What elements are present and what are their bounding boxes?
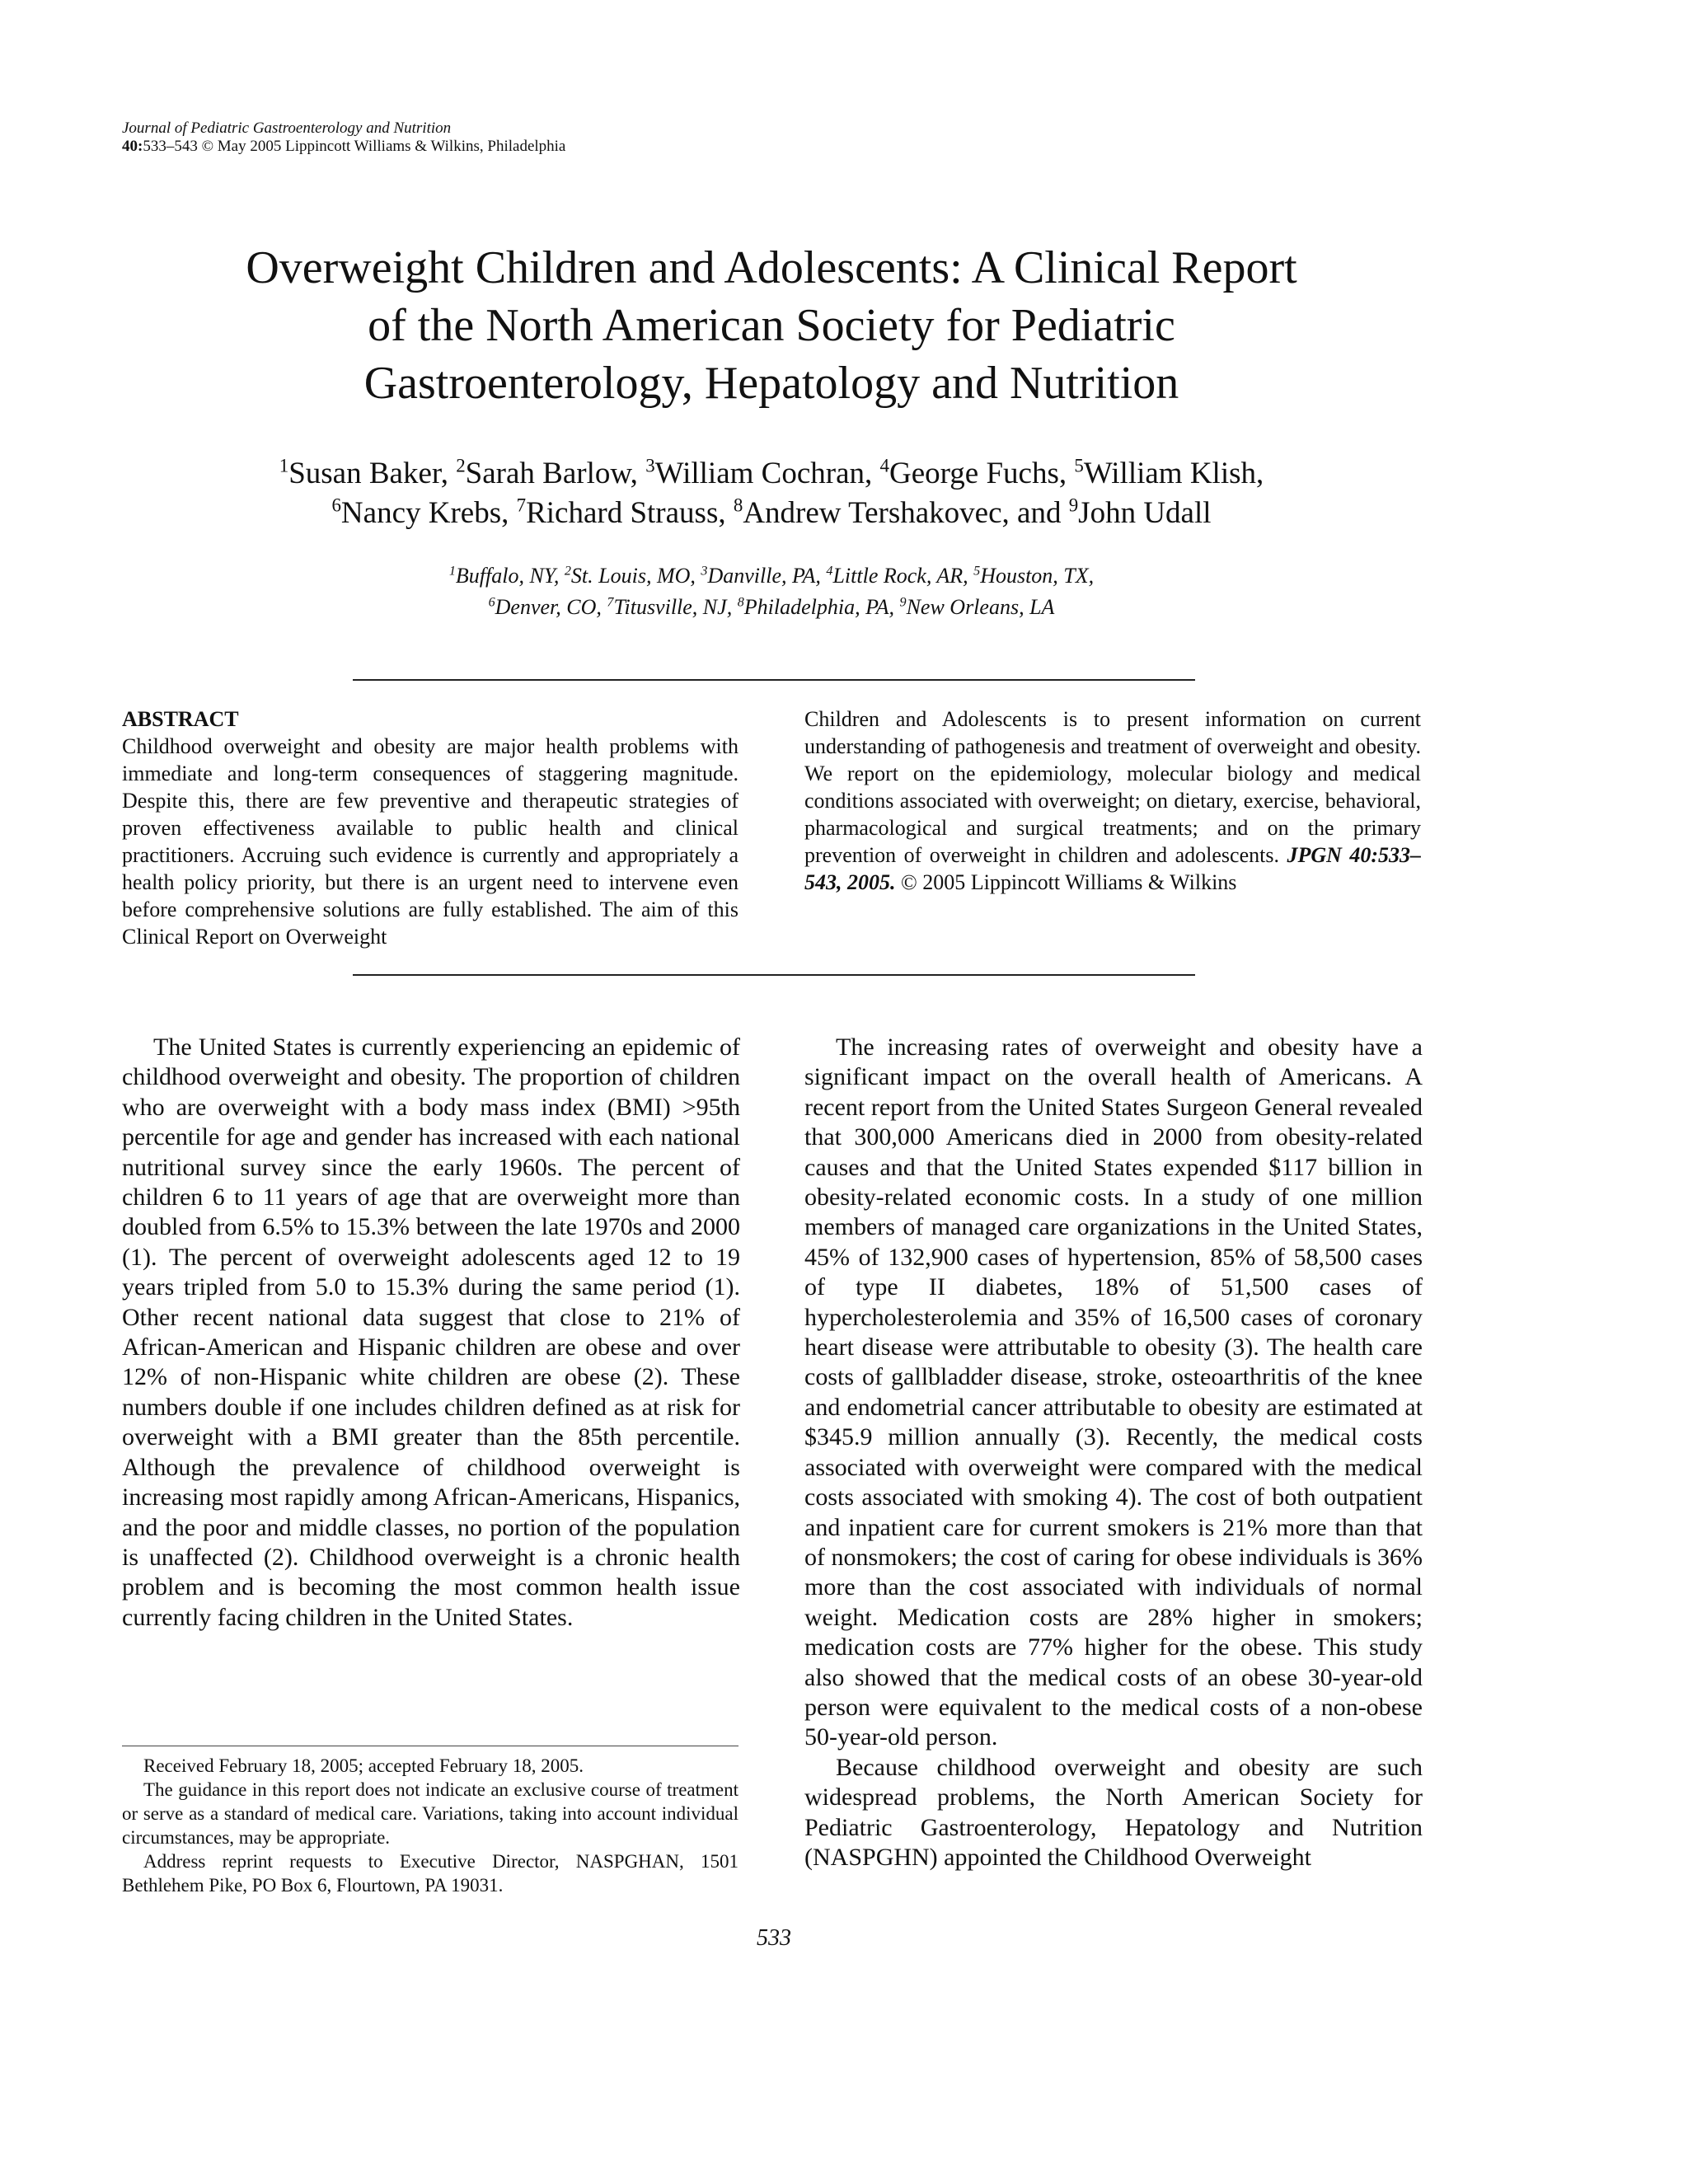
abstract-citation: JPGN 40:533–543, 2005. <box>804 843 1422 894</box>
abstract-copyright: © 2005 Lippincott Williams & Wilkins <box>901 870 1237 894</box>
abstract-text-right: Children and Adolescents is to present information on current understanding of pathogenesis and treatment of overweight and obesity. We report on the epidemiology, molecular biology and medical conditions associated with overweight; on dietary, exercise, behavioral, pharmacological and surgical treatments; and on the primary prevention of overweight in children and adolescents. <box>804 707 1421 867</box>
author: $^8$Andrew Tershakovec, and <box>733 494 1062 530</box>
journal-header <box>122 120 565 156</box>
author-list <box>132 454 1411 533</box>
footnote-guidance: The guidance in this report does not indicate an exclusive course of treatment or serve as a standard of medical care. Variations, taking into account individual circumstances, may be appropriate. <box>122 1779 738 1848</box>
affiliation-list <box>132 560 1411 623</box>
title-line-2: of the North American Society for Pediatric <box>368 300 1175 351</box>
affiliation: $^8$Philadelphia, PA, <box>737 595 894 619</box>
affiliation: $^3$Danville, PA, <box>701 564 821 588</box>
abstract-right-column <box>804 705 1421 896</box>
body-paragraph: Because childhood overweight and obesity are such widespread problems, the North American Society for Pediatric Gastroenterology, Hepatology and Nutrition (NASPGHN) appointed the Childhood Overweight <box>804 1753 1423 1871</box>
affiliation: $^7$Titusville, NJ, <box>607 595 733 619</box>
body-paragraph: The increasing rates of overweight and obesity have a significant impact on the overall health of Americans. A recent report from the United States Surgeon General revealed that 300,000 Americans died in 2000 from obesity-related causes and that the United States expended $117 billion in obesity-related economic costs. In a study of one million members of managed care organizations in the United States, 45% of 132,900 cases of hypertension, 85% of 58,500 cases of type II diabetes, 18% of 51,500 cases of hypercholesterolemia and 35% of 16,500 cases of coronary heart disease were attributable to obesity (3). The health care costs of gallbladder disease, stroke, osteoarthritis of the knee and endometrial cancer attributable to obesity are estimated at $345.9 million annually (3). Recently, the medical costs associated with overweight were compared with the medical costs associated with smoking 4). The cost of both outpatient and inpatient care for current smokers is 21% more than that of nonsmokers; the cost of caring for obese individuals is 36% more than the cost associated with individuals of normal weight. Medication costs are 28% higher in smokers; medication costs are 77% higher for the obese. This study also showed that the medical costs of an obese 30-year-old person were equivalent to the medical costs of a non-obese 50-year-old person. <box>804 1033 1423 1751</box>
footnotes <box>122 1754 738 1897</box>
title-line-3: Gastroenterology, Hepatology and Nutrition <box>363 358 1179 409</box>
abstract-left-column <box>122 705 738 950</box>
body-paragraph: The United States is currently experiencing an epidemic of childhood overweight and obesity. The proportion of children who are overweight with a body mass index (BMI) >95th percentile for age and gender has increased with each national nutritional survey since the early 1960s. The percent of children 6 to 11 years of age that are overweight more than doubled from 6.5% to 15.3% between the late 1970s and 2000 (1). The percent of overweight adolescents aged 12 to 19 years tripled from 5.0 to 15.3% during the same period (1). Other recent national data suggest that close to 21% of African-American and Hispanic children are obese and over 12% of non-Hispanic white children are obese (2). These numbers double if one includes children defined as at risk for overweight with a BMI greater than the 85th percentile. Although the prevalence of childhood overweight is increasing most rapidly among African-Americans, Hispanics, and the poor and middle classes, no portion of the population is unaffected (2). Childhood overweight is a chronic health problem and is becoming the most common health issue currently facing children in the United States. <box>122 1033 740 1631</box>
author: $^5$William Klish, <box>1074 455 1264 490</box>
author: $^7$Richard Strauss, <box>516 494 726 530</box>
abstract-top-rule <box>353 679 1195 681</box>
journal-citation-line <box>122 138 565 155</box>
author: $^9$John Udall <box>1068 494 1212 530</box>
affiliation: $^9$New Orleans, LA <box>899 595 1055 619</box>
affiliation: $^6$Denver, CO, <box>488 595 602 619</box>
author: $^2$Sarah Barlow, <box>456 455 638 490</box>
footnote-address: Address reprint requests to Executive Director, NASPGHAN, 1501 Bethlehem Pike, PO Box 6, Flourtown, PA 19031. <box>122 1851 738 1896</box>
author: $^1$Susan Baker, <box>279 455 448 490</box>
footnote-received: Received February 18, 2005; accepted February 18, 2005. <box>143 1755 584 1776</box>
affiliation: $^2$St. Louis, MO, <box>564 564 696 588</box>
title-line-1: Overweight Children and Adolescents: A Clinical Report <box>246 242 1297 293</box>
body-right-column <box>804 1033 1423 1872</box>
author: $^6$Nancy Krebs, <box>331 494 509 530</box>
journal-volume: 40: <box>122 138 143 155</box>
abstract-heading: ABSTRACT <box>122 707 239 731</box>
page-number: 533 <box>757 1925 791 1951</box>
author: $^4$George Fuchs, <box>879 455 1067 490</box>
affiliation: $^5$Houston, TX, <box>973 564 1095 588</box>
affiliation: $^1$Buffalo, NY, <box>448 564 560 588</box>
body-left-column <box>122 1033 740 1633</box>
article-title <box>132 239 1411 412</box>
abstract-bottom-rule <box>353 974 1195 976</box>
author: $^3$William Cochran, <box>645 455 873 490</box>
journal-name: Journal of Pediatric Gastroenterology and Nutrition <box>122 120 452 137</box>
abstract-text-left: Childhood overweight and obesity are major health problems with immediate and long-term consequences of staggering magnitude. Despite this, there are few preventive and therapeutic strategies of proven effectiveness available to public health and clinical practitioners. Accruing such evidence is currently and appropriately a health policy priority, but there is an urgent need to intervene even before comprehensive solutions are fully established. The aim of this Clinical Report on Overweight <box>122 734 738 949</box>
affiliation: $^4$Little Rock, AR, <box>826 564 968 588</box>
journal-citation: 533–543 © May 2005 Lippincott Williams & Wilkins, Philadelphia <box>143 138 566 155</box>
